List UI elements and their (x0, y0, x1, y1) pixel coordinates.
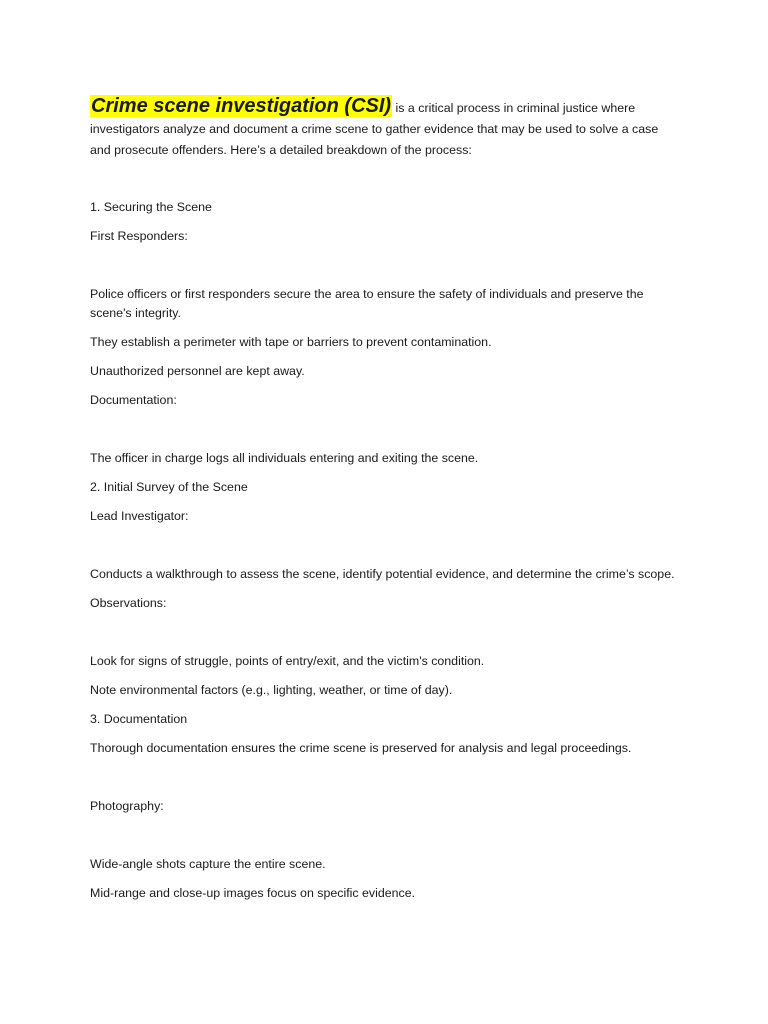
paragraph-unauthorized: Unauthorized personnel are kept away. (90, 364, 305, 378)
paragraph-thorough-documentation: Thorough documentation ensures the crime scene is preserved for analysis and legal proceedings. (90, 741, 632, 755)
highlighted-title: Crime scene investigation (CSI) (91, 95, 392, 117)
paragraph-walkthrough: Conducts a walkthrough to assess the scene, identify potential evidence, and determine the crime’s scope. (90, 567, 675, 581)
section-heading-securing: 1. Securing the Scene (90, 200, 212, 214)
paragraph-mid-range: Mid-range and close-up images focus on specific evidence. (90, 886, 416, 900)
paragraph-wide-angle: Wide-angle shots capture the entire scene. (90, 857, 326, 871)
section-heading-initial-survey: 2. Initial Survey of the Scene (90, 480, 248, 494)
subheading-first-responders: First Responders: (90, 229, 188, 243)
subheading-documentation: Documentation: (90, 393, 177, 407)
intro-text: is a critical process in criminal justice where investigators analyze and document a crime scene to gather evidence that may be used to solve a case and prosecute offenders. Here’s a detailed breakdown of the process: (90, 101, 659, 157)
intro-paragraph (90, 93, 680, 160)
subheading-observations: Observations: (90, 596, 167, 610)
paragraph-environmental-factors: Note environmental factors (e.g., lighting, weather, or time of day). (90, 683, 453, 697)
paragraph-secure-area: Police officers or first responders secure the area to ensure the safety of individuals and preserve the scene's integrity. (90, 287, 644, 320)
paragraph-officer-logs: The officer in charge logs all individuals entering and exiting the scene. (90, 451, 479, 465)
subheading-photography: Photography: (90, 799, 164, 813)
paragraph-signs-of-struggle: Look for signs of struggle, points of entry/exit, and the victim's condition. (90, 654, 485, 668)
document-page (90, 93, 680, 913)
section-heading-documentation: 3. Documentation (90, 712, 188, 726)
subheading-lead-investigator: Lead Investigator: (90, 509, 189, 523)
paragraph-perimeter: They establish a perimeter with tape or barriers to prevent contamination. (90, 335, 492, 349)
